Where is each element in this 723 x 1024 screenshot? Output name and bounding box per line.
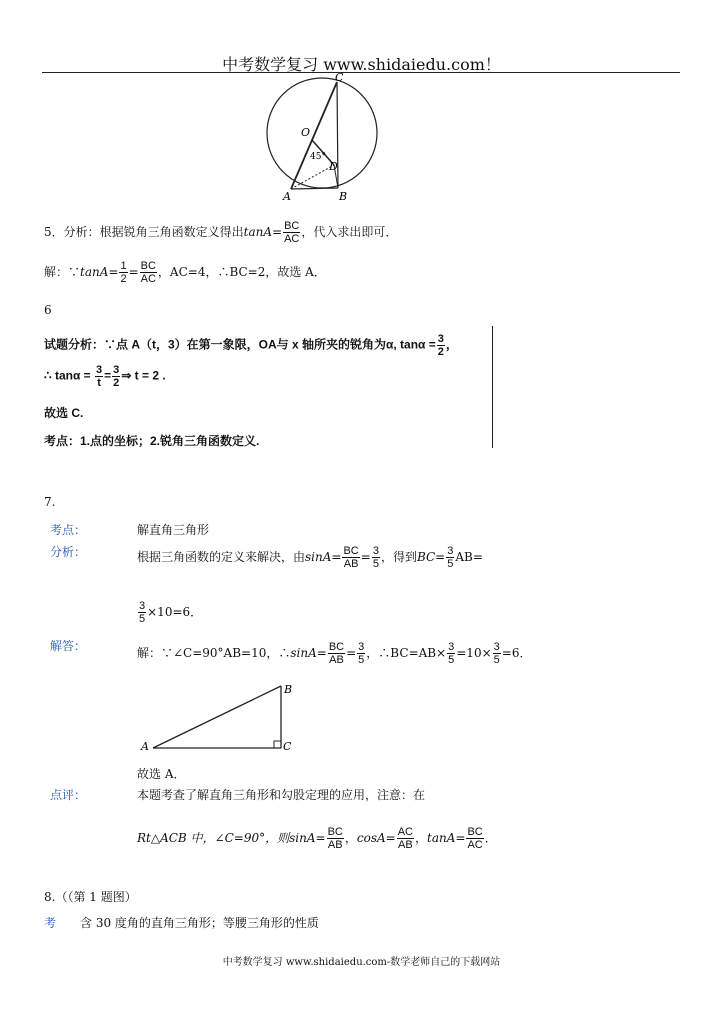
label-A: A <box>283 190 291 203</box>
circle-figure <box>255 72 395 204</box>
q6-line3: 故选 C. <box>44 406 84 420</box>
label-D: D <box>329 160 338 173</box>
q7-fenxi-label: 分析： <box>50 545 87 559</box>
q5-solution <box>44 260 326 285</box>
q7-rt-frac3: $\frac{BC}{AC}$ <box>467 826 483 851</box>
q7-rt-frac1: $\frac{BC}{AB}$ <box>327 826 343 851</box>
q5sol-prefix: 解：∵ <box>44 265 81 279</box>
label-angle: 45° <box>310 152 326 162</box>
q7-kaodian-label: 考点： <box>50 523 87 537</box>
q7-fenxi-frac1: $\frac{BC}{AB}$ <box>343 545 359 570</box>
q7-fenxi-frac2: $\frac{3}{5}$ <box>372 545 379 570</box>
q6-line1-frac: $\frac{3}{2}$ <box>437 333 444 358</box>
label-B: B <box>284 683 293 696</box>
q7-fenxi-line: 根据三角函数的定义来解决，由sinA= $\frac{BC}{AB}$ = $\frac{3}{5}$ ，得到BC= $\frac{3}{5}$ AB= <box>137 545 483 570</box>
label-B: B <box>339 190 348 203</box>
q6-line2: ∴ tanα = $\frac{3}{t}$ = $\frac{3}{2}$ ⇒ t = 2 . <box>44 364 166 389</box>
label-O: O <box>301 126 311 139</box>
q6-line2-frac2: $\frac{3}{2}$ <box>113 364 120 389</box>
q8-line1: 8.（（第 1 题图） <box>44 890 137 904</box>
q7-answer: 故选 A． <box>137 767 186 781</box>
q7-rt-frac2: $\frac{AC}{AB}$ <box>397 826 413 851</box>
q6-right-bar <box>492 326 493 448</box>
q5-tanA: tanA= <box>243 225 283 239</box>
q7-number: 7. <box>44 495 56 509</box>
q6-line4: 考点：1.点的坐标；2.锐角三角函数定义. <box>44 434 260 448</box>
q7-fenxi-frac3: $\frac{3}{5}$ <box>447 545 454 570</box>
triangle-figure <box>138 680 298 755</box>
page-footer: 中考数学复习 www.shidaiedu.com-数学老师自己的下载网站 <box>222 957 501 968</box>
q5-prefix: 5．分析：根据锐角三角函数定义得出 <box>44 225 244 239</box>
q5sol-tanA: tanA= <box>80 265 119 279</box>
q6-line1: 试题分析：∵点 A（t，3）在第一象限，OA与 x 轴所夹的锐角为α, tanα = $\frac{3}{2}$ ， <box>44 333 458 358</box>
q5-fraction: $\frac{BC}{AC}$ <box>284 220 300 245</box>
q7-rt-line: Rt△ACB 中，∠C=90°，则sinA= $\frac{BC}{AB}$ ，cosA= $\frac{AC}{AB}$ ，tanA= $\frac{BC}{AC}$ ． <box>137 826 497 851</box>
q5-suffix: ，代入求出即可． <box>301 225 398 239</box>
q7-jieda-frac2: $\frac{3}{5}$ <box>358 641 365 666</box>
right-angle-mark <box>274 741 281 748</box>
circle-outline <box>267 78 377 188</box>
q6-line2-frac1: $\frac{3}{t}$ <box>96 364 103 389</box>
q5sol-eq: = <box>128 265 139 279</box>
q7-jieda-label: 解答： <box>50 639 87 653</box>
q5sol-frac1: $\frac{1}{2}$ <box>120 260 127 285</box>
segment-AB <box>153 686 281 748</box>
q7-jieda-line: 解：∵∠C=90°AB=10，∴sinA= $\frac{BC}{AB}$ = $\frac{3}{5}$ ，∴BC=AB× $\frac{3}{5}$ =10× $\frac{3}{5}$ =6． <box>137 641 532 666</box>
q7-kaodian-text: 解直角三角形 <box>137 523 210 537</box>
q6-number: 6 <box>44 303 52 317</box>
segment-AB <box>291 188 338 189</box>
q7-cont-line: $\frac{3}{5}$ ×10=6． <box>139 600 203 625</box>
q7-dianping-text: 本题考查了解直角三角形和勾股定理的应用，注意：在 <box>137 788 426 802</box>
q5sol-tail: ，AC=4，∴BC=2，故选 A． <box>157 265 326 279</box>
segment-AD <box>291 165 334 189</box>
label-C: C <box>283 740 292 753</box>
label-A: A <box>141 740 149 753</box>
page-header: 中考数学复习 www.shidaiedu.com！ <box>222 55 501 74</box>
q5sol-frac2: $\frac{BC}{AC}$ <box>140 260 156 285</box>
q7-jieda-frac3: $\frac{3}{5}$ <box>448 641 455 666</box>
label-C: C <box>335 71 344 84</box>
q7-cont-frac: $\frac{3}{5}$ <box>139 600 146 625</box>
q8-kao-text: 含 30 度角的直角三角形；等腰三角形的性质 <box>80 916 319 930</box>
q5-line <box>44 220 397 245</box>
q7-dianping-label: 点评： <box>50 788 87 802</box>
q7-jieda-frac4: $\frac{3}{5}$ <box>493 641 500 666</box>
q7-jieda-frac1: $\frac{BC}{AB}$ <box>328 641 345 666</box>
q8-kao-label: 考 <box>44 916 57 930</box>
